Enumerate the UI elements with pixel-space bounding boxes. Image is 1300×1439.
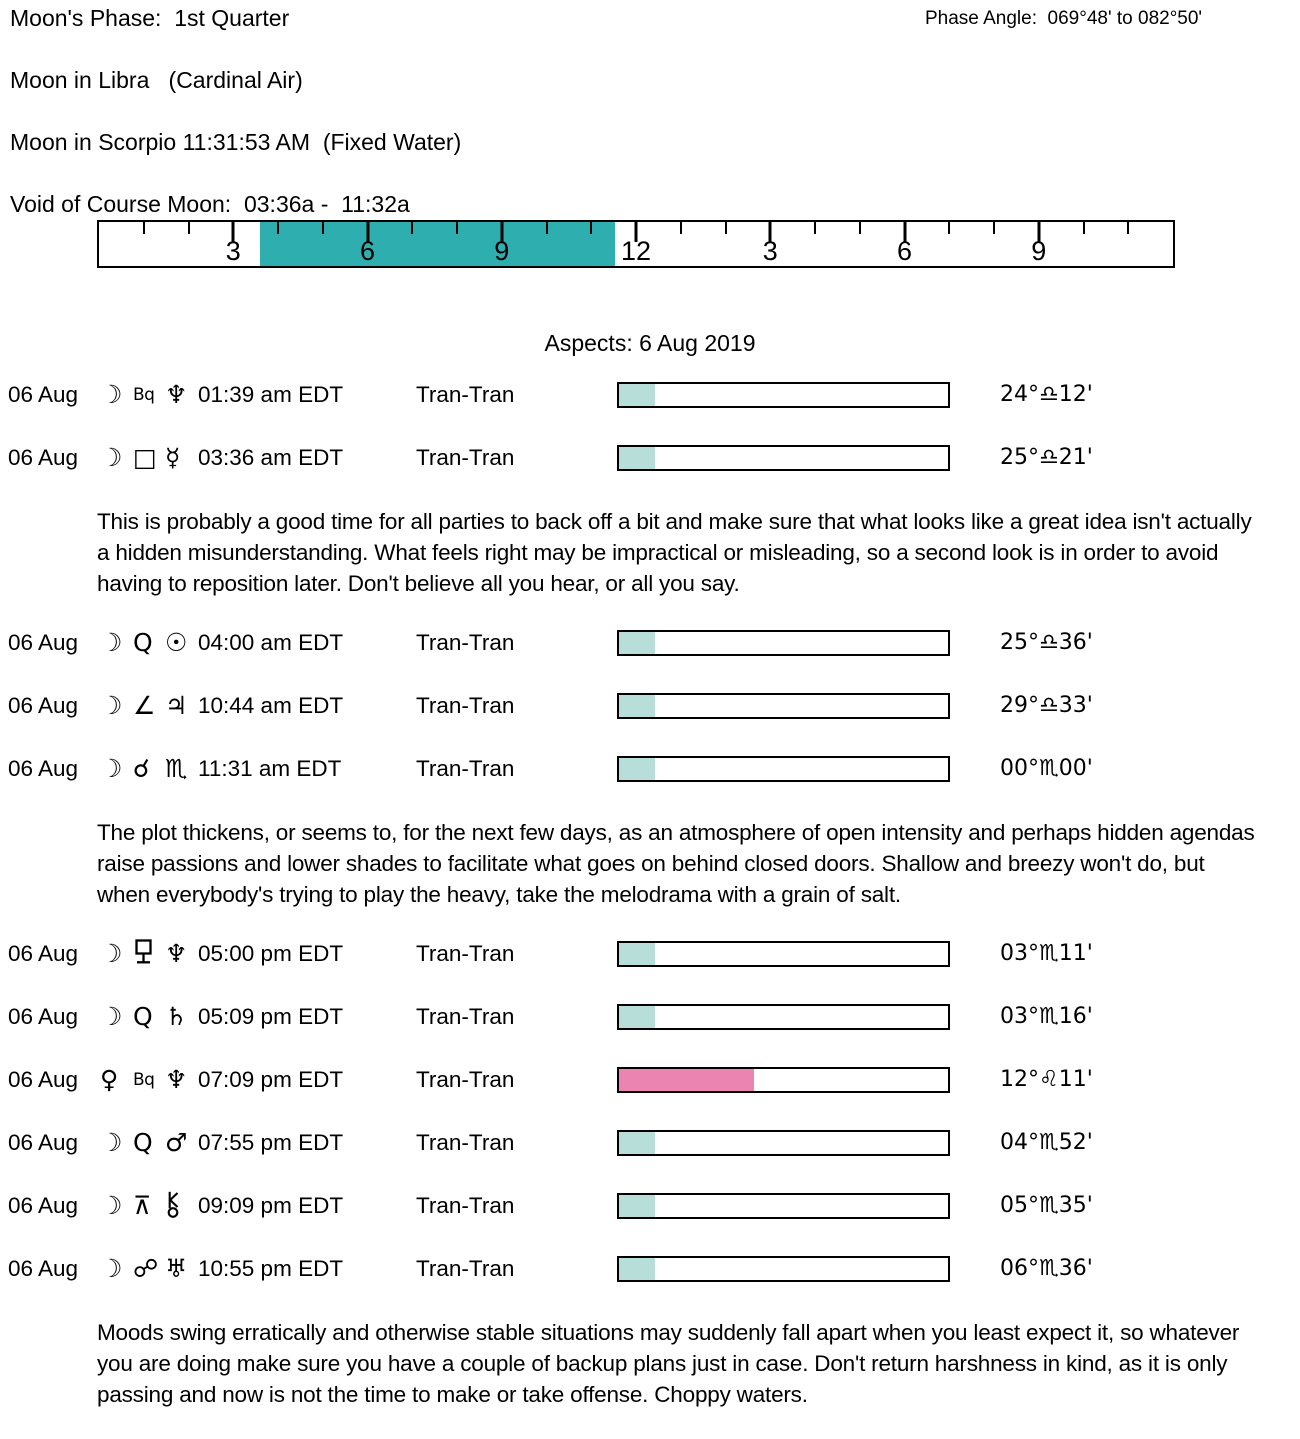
- aspect-type: Tran-Tran: [416, 756, 515, 781]
- strength-bar-fill: [619, 384, 655, 406]
- aspect-time: 07:55 pm EDT: [198, 1130, 344, 1155]
- aspect-type: Tran-Tran: [416, 445, 515, 470]
- hour-label: 6: [896, 236, 913, 266]
- aspect-date: 06 Aug: [8, 1004, 79, 1029]
- hour-tick: [322, 222, 324, 234]
- phase-angle-label: Phase Angle: 069°48' to 082°50': [925, 8, 1203, 29]
- moon-icon: ☽: [100, 939, 123, 968]
- aspect-degree: 06°♏36': [1000, 1256, 1093, 1281]
- hour-tick: [188, 222, 190, 234]
- moon-icon: ☽: [100, 1002, 123, 1031]
- moon-icon: ☽: [100, 754, 123, 783]
- moon-icon: ☽: [100, 1191, 123, 1220]
- aspect-degree: 03°♏11': [1000, 941, 1093, 966]
- aspect-type: Tran-Tran: [416, 382, 515, 407]
- aspect-row: [0, 691, 1300, 721]
- aspect-type: Tran-Tran: [416, 630, 515, 655]
- strength-bar: [617, 445, 950, 471]
- strength-bar: [617, 693, 950, 719]
- aspect-interpretation-text: Moods swing erratically and otherwise stable situations may suddenly fall apart when you least expect it, so whatever you are doing make sure you have a couple of backup plans just in case. Don't return harshness in kind, as it is only passing and now is not the time to make or take offense. Choppy waters.: [97, 1320, 1240, 1407]
- strength-bar-fill: [619, 1195, 655, 1217]
- aspect-time: 11:31 am EDT: [198, 756, 342, 781]
- aspect-type: Tran-Tran: [416, 1256, 515, 1281]
- strength-bar-fill: [619, 447, 655, 469]
- biquintile-icon: Bq: [133, 385, 155, 405]
- quintile-icon: Q: [133, 1002, 153, 1031]
- aspect-date: 06 Aug: [8, 445, 79, 470]
- moon-icon: ☽: [100, 1128, 123, 1157]
- quintile-icon: Q: [133, 1128, 153, 1157]
- strength-bar-fill: [619, 1258, 655, 1280]
- strength-bar-fill: [619, 1132, 655, 1154]
- aspect-row: [0, 1254, 1300, 1284]
- aspect-time: 10:55 pm EDT: [198, 1256, 344, 1281]
- strength-bar-fill: [619, 632, 655, 654]
- aspect-row: [0, 443, 1300, 473]
- hour-tick: [814, 222, 816, 234]
- moon-icon: ☽: [100, 628, 123, 657]
- aspect-degree: 25°♎21': [1000, 445, 1093, 470]
- moon-icon: ☽: [100, 443, 123, 472]
- strength-bar: [617, 1130, 950, 1156]
- strength-bar: [617, 630, 950, 656]
- aspect-time: 05:09 pm EDT: [198, 1004, 344, 1029]
- hour-label: 6: [359, 236, 376, 266]
- neptune-icon: ♆: [165, 380, 188, 409]
- saturn-icon: ♄: [165, 1002, 188, 1031]
- aspect-row: [0, 628, 1300, 658]
- aspect-time: 03:36 am EDT: [198, 445, 344, 470]
- void-of-course-label: Void of Course Moon: 03:36a - 11:32a: [10, 191, 410, 217]
- aspect-row: [0, 754, 1300, 784]
- aspect-row: [0, 380, 1300, 410]
- aspect-type: Tran-Tran: [416, 1004, 515, 1029]
- hour-tick: [1083, 222, 1085, 234]
- aspects-list: [0, 380, 1300, 1410]
- strength-bar-fill: [619, 1006, 655, 1028]
- biquintile-icon: Bq: [133, 1070, 155, 1090]
- mars-icon: ♂: [165, 1128, 188, 1157]
- aspect-time: 07:09 pm EDT: [198, 1067, 344, 1092]
- hour-tick: [590, 222, 592, 234]
- aspect-time: 09:09 pm EDT: [198, 1193, 344, 1218]
- neptune-icon: ♆: [165, 939, 188, 968]
- hour-tick: [546, 222, 548, 234]
- moons-phase-label: Moon's Phase: 1st Quarter: [10, 5, 290, 31]
- aspect-type: Tran-Tran: [416, 1193, 515, 1218]
- aspect-degree: 05°♏35': [1000, 1193, 1093, 1218]
- chiron-icon: [165, 1191, 182, 1222]
- strength-bar: [617, 1004, 950, 1030]
- sun-icon: ☉: [165, 628, 188, 657]
- aspect-row: [0, 1002, 1300, 1032]
- aspect-date: 06 Aug: [8, 382, 79, 407]
- strength-bar: [617, 1193, 950, 1219]
- semisquare-icon: ∠: [133, 691, 156, 720]
- aspect-time: 04:00 am EDT: [198, 630, 344, 655]
- aspect-degree: 04°♏52': [1000, 1130, 1093, 1155]
- aspect-date: 06 Aug: [8, 1130, 79, 1155]
- aspect-date: 06 Aug: [8, 1256, 79, 1281]
- hour-label: 3: [225, 236, 241, 266]
- aspect-type: Tran-Tran: [416, 1130, 515, 1155]
- hour-label: 3: [762, 236, 778, 266]
- sesquiquadrate-icon: [133, 939, 154, 969]
- aspect-time: 10:44 am EDT: [198, 693, 344, 718]
- aspect-degree: 03°♏16': [1000, 1004, 1093, 1029]
- quintile-icon: Q: [133, 628, 153, 657]
- aspect-date: 06 Aug: [8, 1067, 79, 1092]
- quincunx-icon: ⊼: [133, 1191, 152, 1220]
- scorpio-icon: ♏: [165, 754, 188, 783]
- strength-bar-fill: [619, 695, 655, 717]
- aspect-degree: 25°♎36': [1000, 630, 1093, 655]
- aspect-interpretation-text: The plot thickens, or seems to, for the next few days, as an atmosphere of open intensity and perhaps hidden agendas raise passions and lower shades to facilitate what goes on behind closed doors. Shallow and breezy won't do, but when everybody's trying to play the heavy, take the melodrama with a grain of salt.: [97, 820, 1255, 907]
- aspect-date: 06 Aug: [8, 630, 79, 655]
- strength-bar: [617, 382, 950, 408]
- hour-tick: [1127, 222, 1129, 234]
- square-icon: □: [133, 443, 157, 472]
- hour-tick: [859, 222, 861, 234]
- aspect-time: 05:00 pm EDT: [198, 941, 344, 966]
- strength-bar-fill: [619, 1069, 754, 1091]
- aspect-type: Tran-Tran: [416, 941, 515, 966]
- hour-tick: [277, 222, 279, 234]
- strength-bar: [617, 756, 950, 782]
- aspect-date: 06 Aug: [8, 941, 79, 966]
- hour-tick: [143, 222, 145, 234]
- void-of-course-timeline: [97, 220, 1175, 268]
- jupiter-icon: ♃: [165, 691, 188, 720]
- void-period-highlight: [260, 222, 615, 266]
- aspect-degree: 12°♌11': [1000, 1067, 1093, 1092]
- strength-bar: [617, 1067, 950, 1093]
- aspect-row: [0, 1191, 1300, 1221]
- hour-tick: [680, 222, 682, 234]
- mercury-icon: ☿: [165, 443, 181, 472]
- aspect-degree: 00°♏00': [1000, 756, 1093, 781]
- opposition-icon: ☍: [133, 1254, 159, 1283]
- aspect-date: 06 Aug: [8, 693, 79, 718]
- moon-icon: ☽: [100, 691, 123, 720]
- aspect-row: [0, 939, 1300, 969]
- aspects-title: Aspects: 6 Aug 2019: [544, 330, 756, 356]
- strength-bar-fill: [619, 758, 655, 780]
- strength-bar: [617, 941, 950, 967]
- uranus-icon: ♅: [165, 1254, 188, 1283]
- aspect-type: Tran-Tran: [416, 693, 515, 718]
- moon-icon: ☽: [100, 380, 123, 409]
- hour-tick: [725, 222, 727, 234]
- aspect-time: 01:39 am EDT: [198, 382, 344, 407]
- moon-in-libra-label: Moon in Libra (Cardinal Air): [10, 67, 303, 93]
- hour-tick: [411, 222, 413, 234]
- hour-tick: [948, 222, 950, 234]
- aspect-interpretation-text: This is probably a good time for all parties to back off a bit and make sure that what looks like a great idea isn't actually a hidden misunderstanding. What feels right may be impractical or misleading, so a second look is in order to avoid having to reposition later. Don't believe all you hear, or all you say.: [97, 509, 1252, 596]
- hour-label: 9: [494, 236, 510, 266]
- aspect-degree: 24°♎12': [1000, 382, 1093, 407]
- aspect-row: [0, 1065, 1300, 1095]
- hour-tick: [456, 222, 458, 234]
- hour-tick: [993, 222, 995, 234]
- moon-in-scorpio-label: Moon in Scorpio 11:31:53 AM (Fixed Water): [10, 129, 462, 155]
- hour-label: 9: [1031, 236, 1047, 266]
- aspect-row: [0, 1128, 1300, 1158]
- aspect-type: Tran-Tran: [416, 1067, 515, 1092]
- aspect-degree: 29°♎33': [1000, 693, 1093, 718]
- neptune-icon: ♆: [165, 1065, 188, 1094]
- venus-icon: ♀: [100, 1065, 119, 1094]
- strength-bar-fill: [619, 943, 655, 965]
- aspects-section: [0, 330, 1300, 1439]
- hour-label: 12: [620, 236, 652, 266]
- moon-icon: ☽: [100, 1254, 123, 1283]
- conjunction-icon: ☌: [133, 754, 150, 783]
- strength-bar: [617, 1256, 950, 1282]
- aspect-date: 06 Aug: [8, 756, 79, 781]
- aspect-date: 06 Aug: [8, 1193, 79, 1218]
